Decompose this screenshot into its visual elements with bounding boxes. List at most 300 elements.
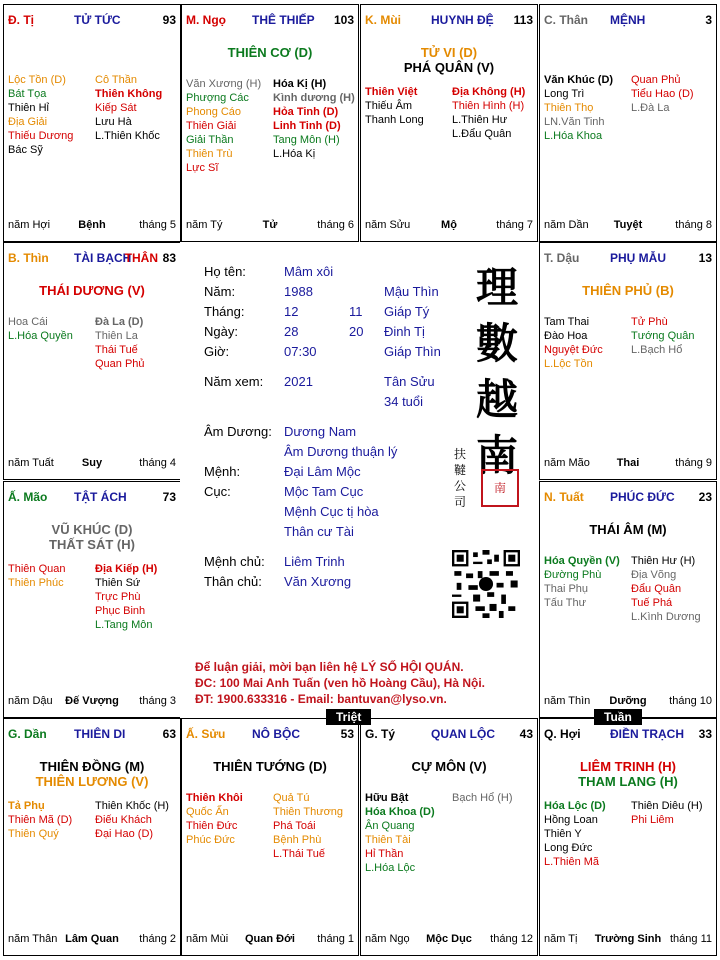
stars-left <box>186 77 261 175</box>
stars-left <box>544 73 613 143</box>
month-label: tháng 11 <box>669 933 712 945</box>
palace-footer <box>8 219 176 233</box>
life-phase: Tuyệt <box>613 219 643 231</box>
palace-header <box>8 727 176 743</box>
stars-right <box>631 799 703 827</box>
stars-right <box>95 315 145 371</box>
minor-star: Thiên Giải <box>186 120 237 132</box>
minor-star: Điếu Khách <box>95 814 152 826</box>
palace-footer <box>544 457 712 471</box>
main-stars <box>4 283 180 298</box>
palace-cell-than[interactable] <box>539 4 717 242</box>
main-stars <box>182 45 358 60</box>
minor-star: Tả Phụ <box>8 800 45 812</box>
stars-right <box>631 315 695 357</box>
palace-header <box>8 13 176 29</box>
minor-star: Đường Phù <box>544 569 602 581</box>
minor-star: L.Kình Dương <box>631 611 701 623</box>
vertical-char: 公 <box>453 479 466 493</box>
minor-star: Long Trì <box>544 88 585 100</box>
calligraphy-title <box>462 260 532 484</box>
main-star: LIÊM TRINH (H) <box>579 759 677 774</box>
stars-right <box>452 85 525 141</box>
palace-cell-ty[interactable] <box>360 718 538 956</box>
life-phase: Mộ <box>441 219 457 231</box>
palace-header <box>544 251 712 267</box>
stars-left <box>365 791 435 875</box>
cuc-value-3: Thân cư Tài <box>284 524 354 539</box>
minor-star: LN.Văn Tinh <box>544 116 605 128</box>
palace-name: NÔ BỘC <box>252 727 300 741</box>
life-phase: Suy <box>81 457 103 469</box>
minor-star: Phong Cáo <box>186 106 242 118</box>
main-star: THẤT SÁT (H) <box>49 537 135 552</box>
minor-star: Hỉ Thần <box>365 848 404 860</box>
palace-header <box>544 490 712 506</box>
calligraphy-char: 理 <box>475 263 518 312</box>
month-lunar: 11 <box>349 304 363 319</box>
qr-code-icon[interactable] <box>452 550 520 618</box>
month-label: Tháng: <box>204 304 245 319</box>
month-label: tháng 10 <box>669 695 712 707</box>
palace-footer <box>8 457 176 471</box>
palace-cell-dau[interactable] <box>539 242 717 480</box>
name-label: Họ tên: <box>204 264 246 279</box>
minor-star: L.Hóa Lộc <box>365 862 416 874</box>
minor-star: Linh Tinh (D) <box>273 120 341 132</box>
month-label: tháng 12 <box>490 933 533 945</box>
minor-star: L.Đẩu Quân <box>452 128 512 140</box>
month-label: tháng 8 <box>675 219 712 231</box>
minor-star: Phúc Đức <box>186 834 235 846</box>
palace-name: HUYNH ĐỆ <box>431 13 494 27</box>
minor-star: Thái Tuế <box>95 344 138 356</box>
palace-number: 13 <box>698 251 712 265</box>
hour-label: Giờ: <box>204 344 230 359</box>
stars-right <box>452 791 513 805</box>
stars-left <box>365 85 424 127</box>
life-phase: Mộc Dục <box>426 933 472 945</box>
month-label: tháng 9 <box>675 457 712 469</box>
amduong-label: Âm Dương: <box>204 424 272 439</box>
main-star: PHÁ QUÂN (V) <box>403 60 495 75</box>
minor-star: Thiên Khôi <box>186 792 243 804</box>
minor-star: Thiên Trù <box>186 148 233 160</box>
palace-cell-hoi[interactable] <box>539 718 717 956</box>
minor-star: Kình dương (H) <box>273 92 355 104</box>
year-label: năm Mùi <box>186 933 229 945</box>
stars-right <box>95 562 157 632</box>
year-label: năm Mão <box>544 457 590 469</box>
stars-left <box>544 799 606 869</box>
main-stars <box>182 759 358 774</box>
main-star: THIÊN ĐỒNG (M) <box>39 759 145 774</box>
minor-star: Thai Phụ <box>544 583 589 595</box>
calligraphy-char: 數 <box>475 319 518 368</box>
year-label: Năm: <box>204 284 236 299</box>
cuc-value: Mộc Tam Cục <box>284 484 364 499</box>
minor-star: Tấu Thư <box>544 597 587 609</box>
cuc-value-2: Mệnh Cục tị hòa <box>284 504 379 519</box>
branch-label: Đ. Tị <box>8 13 34 27</box>
view-year-label: Năm xem: <box>204 374 264 389</box>
minor-star: Thiên Không <box>95 88 163 100</box>
minor-star: Thiên Tài <box>365 834 411 846</box>
main-star: CỰ MÔN (V) <box>411 759 487 774</box>
main-star: TỬ VI (D) <box>420 45 478 60</box>
stars-left <box>186 791 243 847</box>
palace-header <box>365 13 533 29</box>
calligraphy-char: 南 <box>475 431 518 480</box>
minor-star: Thiên Thọ <box>544 102 594 114</box>
day-lunar: 20 <box>349 324 364 339</box>
main-stars <box>540 522 716 537</box>
stars-left <box>544 315 603 371</box>
palace-footer <box>365 933 533 947</box>
cuc-label: Cục: <box>204 484 231 499</box>
minor-star: Đà La (D) <box>95 316 144 328</box>
minor-star: Địa Kiếp (H) <box>95 563 158 575</box>
minor-star: Hồng Loan <box>544 814 598 826</box>
minor-star: Hóa Khoa (D) <box>365 806 435 818</box>
minor-star: Thiên Thương <box>273 806 344 818</box>
minor-star: Thiên Quý <box>8 828 59 840</box>
palace-name: THÊ THIẾP <box>252 13 315 27</box>
main-stars <box>4 759 180 789</box>
palace-header <box>544 13 712 29</box>
stars-right <box>95 73 162 143</box>
year-label: năm Thìn <box>544 695 591 707</box>
year-label: năm Tuất <box>8 457 54 469</box>
minor-star: Thiên Khốc (H) <box>95 800 169 812</box>
palace-number: 103 <box>333 13 354 27</box>
stars-right <box>95 799 169 841</box>
minor-star: Hóa Kị (H) <box>273 78 327 90</box>
name-value: Mâm xôi <box>284 264 334 279</box>
day-label: Ngày: <box>204 324 238 339</box>
palace-cell-mao[interactable] <box>3 481 181 718</box>
life-phase: Thai <box>616 457 640 469</box>
minor-star: Lưu Hà <box>95 116 132 128</box>
minor-star: Phục Binh <box>95 605 146 617</box>
menh-label: Mệnh: <box>204 464 241 479</box>
palace-name: PHỤ MẪU <box>610 251 666 265</box>
palace-footer <box>186 219 354 233</box>
minor-star: Bát Tọa <box>8 88 47 100</box>
palace-number: 23 <box>698 490 712 504</box>
minor-star: Trực Phù <box>95 591 141 603</box>
year-label: năm Thân <box>8 933 58 945</box>
life-phase: Tử <box>262 219 278 231</box>
year-label: năm Dần <box>544 219 589 231</box>
palace-header <box>8 490 176 506</box>
branch-label: G. Dần <box>8 727 47 741</box>
age-value: 34 tuổi <box>384 394 424 409</box>
hour-value: 07:30 <box>284 344 317 359</box>
minor-star: Đại Hao (D) <box>95 828 154 840</box>
minor-star: L.Hóa Khoa <box>544 130 603 142</box>
minor-star: Lộc Tồn (D) <box>8 74 66 86</box>
month-label: tháng 5 <box>139 219 176 231</box>
main-star: THÁI DƯƠNG (V) <box>39 283 145 298</box>
month-label: tháng 3 <box>139 695 176 707</box>
minor-star: L.Đà La <box>631 102 670 114</box>
minor-star: Thiếu Dương <box>8 130 74 142</box>
minor-star: Thiên Mã (D) <box>8 814 73 826</box>
amduong-value: Dương Nam <box>284 424 357 439</box>
branch-label: Q. Hợi <box>544 727 581 741</box>
minor-star: Quan Phủ <box>631 74 681 86</box>
minor-star: Bệnh Phù <box>273 834 322 846</box>
main-star: VŨ KHÚC (D) <box>51 522 133 537</box>
minor-star: Hóa Quyền (V) <box>544 555 620 567</box>
minor-star: Cô Thần <box>95 74 137 86</box>
stars-right <box>273 791 343 861</box>
month-can: Giáp Tý <box>384 304 430 319</box>
palace-name: MỆNH <box>610 13 646 27</box>
palace-number: 63 <box>162 727 176 741</box>
palace-number: 83 <box>162 251 176 265</box>
stars-right <box>631 73 694 115</box>
minor-star: Thiên Quan <box>8 563 66 575</box>
triet-marker: Triệt <box>326 709 371 725</box>
vertical-char: 扶 <box>453 447 466 461</box>
minor-star: Đẩu Quân <box>631 583 682 595</box>
life-phase: Lâm Quan <box>65 933 119 945</box>
minor-star: Thiên Hình (H) <box>452 100 525 112</box>
minor-star: Đào Hoa <box>544 330 588 342</box>
minor-star: Hóa Lộc (D) <box>544 800 606 812</box>
minor-star: Tang Môn (H) <box>273 134 340 146</box>
minor-star: Ân Quang <box>365 820 415 832</box>
palace-name: THIÊN DI <box>74 727 126 741</box>
main-star: THIÊN CƠ (D) <box>227 45 313 60</box>
minor-star: Bác Sỹ <box>8 144 43 156</box>
palace-number: 93 <box>162 13 176 27</box>
minor-star: Địa Giải <box>8 116 48 128</box>
minor-star: Văn Xương (H) <box>186 78 262 90</box>
minor-star: Văn Khúc (D) <box>544 74 614 86</box>
main-star: THIÊN PHỦ (B) <box>582 283 674 298</box>
minor-star: Quan Phủ <box>95 358 145 370</box>
minor-star: Địa Võng <box>631 569 677 581</box>
palace-name: PHÚC ĐỨC <box>610 490 675 504</box>
stars-left <box>8 562 65 590</box>
month-label: tháng 4 <box>139 457 176 469</box>
palace-cell-tuat[interactable] <box>539 481 717 718</box>
palace-number: 33 <box>698 727 712 741</box>
tuan-marker: Tuần <box>594 709 642 725</box>
year-can: Mậu Thìn <box>384 284 439 299</box>
palace-header <box>186 727 354 743</box>
palace-name: QUAN LỘC <box>431 727 495 741</box>
palace-number: 43 <box>519 727 533 741</box>
minor-star: L.Bạch Hổ <box>631 344 683 356</box>
minor-star: Tử Phù <box>631 316 668 328</box>
menhchu-value: Liêm Trinh <box>284 554 345 569</box>
minor-star: L.Thiên Hư <box>452 114 508 126</box>
branch-label: Ấ. Sửu <box>186 727 226 741</box>
main-stars <box>4 522 180 552</box>
palace-name: TỬ TỨC <box>74 13 121 27</box>
minor-star: Lực Sĩ <box>186 162 219 174</box>
red-seal-stamp: 南 <box>481 469 519 507</box>
palace-header <box>365 727 533 743</box>
minor-star: Hoa Cái <box>8 316 48 328</box>
stars-left <box>8 315 73 343</box>
palace-cell-mui[interactable] <box>360 4 538 242</box>
year-label: năm Tị <box>544 933 578 945</box>
minor-star: Thiên Hư (H) <box>631 555 696 567</box>
minor-star: Tam Thai <box>544 316 590 328</box>
month-value: 12 <box>284 304 299 319</box>
palace-footer <box>186 933 354 947</box>
palace-number: 53 <box>340 727 354 741</box>
minor-star: Thiên Việt <box>365 86 418 98</box>
minor-star: Thiên La <box>95 330 138 342</box>
palace-footer <box>544 219 712 233</box>
month-label: tháng 7 <box>496 219 533 231</box>
main-stars <box>540 759 716 789</box>
branch-label: K. Mùi <box>365 13 401 27</box>
branch-label: M. Ngọ <box>186 13 226 27</box>
minor-star: Giải Thần <box>186 134 234 146</box>
life-phase: Dưỡng <box>609 695 647 707</box>
minor-star: L.Thiên Mã <box>544 856 600 868</box>
palace-number: 3 <box>705 13 712 27</box>
amduong-value-2: Âm Dương thuận lý <box>284 444 398 459</box>
minor-star: Long Đức <box>544 842 593 854</box>
palace-number: 113 <box>513 13 533 27</box>
month-label: tháng 1 <box>317 933 354 945</box>
minor-star: L.Hóa Quyền <box>8 330 73 342</box>
palace-number: 73 <box>162 490 176 504</box>
minor-star: Kiếp Sát <box>95 102 137 114</box>
palace-cell-suu[interactable] <box>181 718 359 956</box>
than-marker: THÂN <box>124 251 158 265</box>
palace-name: ĐIỀN TRẠCH <box>610 727 684 741</box>
minor-star: Phượng Các <box>186 92 249 104</box>
minor-star: L.Hóa Kị <box>273 148 316 160</box>
palace-cell-thin[interactable] <box>3 242 181 480</box>
minor-star: Thiên Hỉ <box>8 102 49 114</box>
contact-line-1: Để luận giải, mời bạn liên hệ LÝ SỐ HỘI QUÁN. <box>195 660 464 674</box>
branch-label: N. Tuất <box>544 490 584 504</box>
minor-star: Hữu Bật <box>365 792 409 804</box>
minor-star: Phá Toái <box>273 820 316 832</box>
minor-star: Thiên Sứ <box>95 577 141 589</box>
minor-star: Quả Tú <box>273 792 310 804</box>
minor-star: Thiên Diêu (H) <box>631 800 703 812</box>
minor-star: Nguyệt Đức <box>544 344 603 356</box>
year-label: năm Ngọ <box>365 933 410 945</box>
thanchu-label: Thân chủ: <box>204 574 262 589</box>
life-phase: Bệnh <box>78 219 106 231</box>
minor-star: L.Thái Tuế <box>273 848 325 860</box>
view-year-can: Tân Sửu <box>384 374 435 389</box>
palace-footer <box>8 933 176 947</box>
contact-address: ĐC: 100 Mai Anh Tuấn (ven hồ Hoàng Cầu), Hà Nội. <box>195 676 486 690</box>
minor-star: Thiên Y <box>544 828 582 840</box>
minor-star: Thiên Phúc <box>8 577 64 589</box>
month-label: tháng 6 <box>317 219 354 231</box>
contact-phone-email: ĐT: 1900.633316 - Email: bantuvan@lyso.vn. <box>195 692 447 706</box>
palace-header <box>8 251 176 267</box>
stars-left <box>8 799 72 841</box>
branch-label: C. Thân <box>544 13 588 27</box>
stars-left <box>8 73 73 157</box>
minor-star: L.Tang Môn <box>95 619 153 631</box>
year-label: năm Dậu <box>8 695 53 707</box>
year-label: năm Sửu <box>365 219 411 231</box>
palace-cell-ngo[interactable] <box>181 4 359 242</box>
palace-name: TẬT ÁCH <box>74 490 127 504</box>
minor-star: Bạch Hổ (H) <box>452 792 513 804</box>
stars-right <box>631 554 701 624</box>
menhchu-label: Mệnh chủ: <box>204 554 265 569</box>
year-label: năm Hợi <box>8 219 51 231</box>
palace-cell-dan[interactable] <box>3 718 181 956</box>
life-phase: Trường Sinh <box>594 933 662 945</box>
branch-label: G. Tý <box>365 727 396 741</box>
minor-star: Thiên Đức <box>186 820 238 832</box>
month-label: tháng 2 <box>139 933 176 945</box>
hour-can: Giáp Thìn <box>384 344 441 359</box>
minor-star: Hỏa Tinh (D) <box>273 106 339 118</box>
thanchu-value: Văn Xương <box>284 574 352 589</box>
branch-label: T. Dậu <box>544 251 580 265</box>
stars-left <box>544 554 620 610</box>
palace-footer <box>544 695 712 709</box>
palace-footer <box>365 219 533 233</box>
minor-star: Quốc Ấn <box>186 806 229 818</box>
minor-star: L.Thiên Khốc <box>95 130 160 142</box>
minor-star: Tiểu Hao (D) <box>631 88 694 100</box>
calligraphy-char: 越 <box>475 375 518 424</box>
minor-star: Phi Liêm <box>631 814 674 826</box>
minor-star: Thiếu Âm <box>365 100 413 112</box>
vertical-company-text <box>452 446 468 510</box>
palace-name: TÀI BẠCH <box>74 251 132 265</box>
main-stars <box>361 759 537 774</box>
vertical-char: 司 <box>453 495 466 509</box>
palace-header <box>186 13 354 29</box>
palace-footer <box>544 933 712 947</box>
minor-star: Thanh Long <box>365 114 424 126</box>
minor-star: L.Lộc Tồn <box>544 358 593 370</box>
main-stars <box>540 283 716 298</box>
main-stars <box>361 45 537 75</box>
day-value: 28 <box>284 324 299 339</box>
branch-label: Ấ. Mão <box>8 490 48 504</box>
menh-value: Đại Lâm Mộc <box>284 464 361 479</box>
main-star: THÁI ÂM (M) <box>589 522 667 537</box>
minor-star: Tướng Quân <box>631 330 695 342</box>
main-star: THIÊN LƯƠNG (V) <box>35 774 149 789</box>
main-star: THIÊN TƯỚNG (D) <box>213 759 327 774</box>
branch-label: B. Thìn <box>8 251 49 265</box>
vertical-char: 韃 <box>453 463 466 477</box>
year-label: năm Tý <box>186 219 223 231</box>
stars-right <box>273 77 355 161</box>
year-value: 1988 <box>284 284 313 299</box>
palace-cell-ti[interactable] <box>3 4 181 242</box>
main-star: THAM LANG (H) <box>578 774 678 789</box>
life-phase: Đế Vượng <box>65 695 119 707</box>
minor-star: Địa Không (H) <box>452 86 526 98</box>
palace-footer <box>8 695 176 709</box>
life-phase: Quan Đới <box>245 933 295 945</box>
